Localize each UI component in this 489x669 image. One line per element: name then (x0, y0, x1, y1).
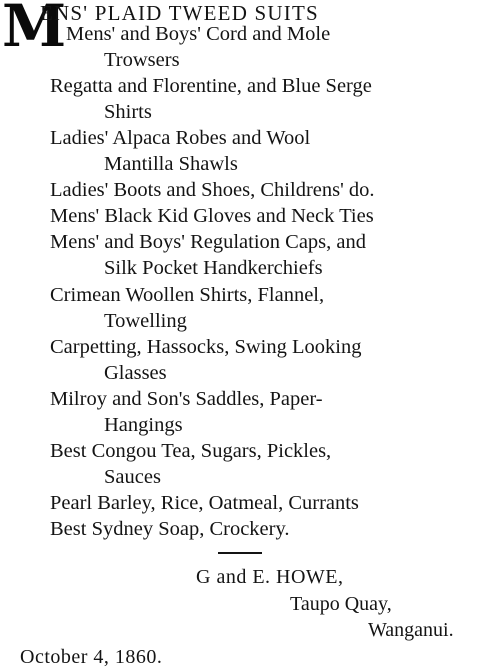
item-line: Hangings (104, 414, 183, 436)
item-line: Pearl Barley, Rice, Oatmeal, Currants (50, 492, 359, 514)
item-line: Mens' and Boys' Cord and Mole (66, 23, 331, 45)
ad-heading: ENS' PLAID TWEED SUITS (40, 1, 319, 25)
item-line: Trowsers (104, 49, 180, 71)
item-line: Towelling (104, 310, 187, 332)
item-line: Mens' and Boys' Regulation Caps, and (50, 231, 366, 253)
item-line: Best Congou Tea, Sugars, Pickles, (50, 440, 332, 462)
item-line: Ladies' Alpaca Robes and Wool (50, 127, 311, 149)
item-line: Ladies' Boots and Shoes, Childrens' do. (50, 179, 375, 201)
item-line: Sauces (104, 466, 161, 488)
item-line: Best Sydney Soap, Crockery. (50, 518, 290, 540)
item-line: Carpetting, Hassocks, Swing Looking (50, 336, 362, 358)
item-line: Glasses (104, 362, 167, 384)
item-line: Crimean Woollen Shirts, Flannel, (50, 284, 325, 306)
divider-rule (218, 552, 262, 554)
item-line: Mens' Black Kid Gloves and Neck Ties (50, 205, 374, 227)
item-line: Milroy and Son's Saddles, Paper- (50, 388, 323, 410)
item-line: Regatta and Florentine, and Blue Serge (50, 75, 372, 97)
signature-name: G and E. HOWE, (196, 566, 344, 588)
drop-cap: M (2, 0, 66, 60)
signature-street: Taupo Quay, (290, 593, 392, 615)
item-line: Shirts (104, 101, 152, 123)
publication-date: October 4, 1860. (20, 646, 163, 668)
item-line: Silk Pocket Handkerchiefs (104, 257, 323, 279)
signature-town: Wanganui. (368, 619, 454, 641)
item-line: Mantilla Shawls (104, 153, 238, 175)
